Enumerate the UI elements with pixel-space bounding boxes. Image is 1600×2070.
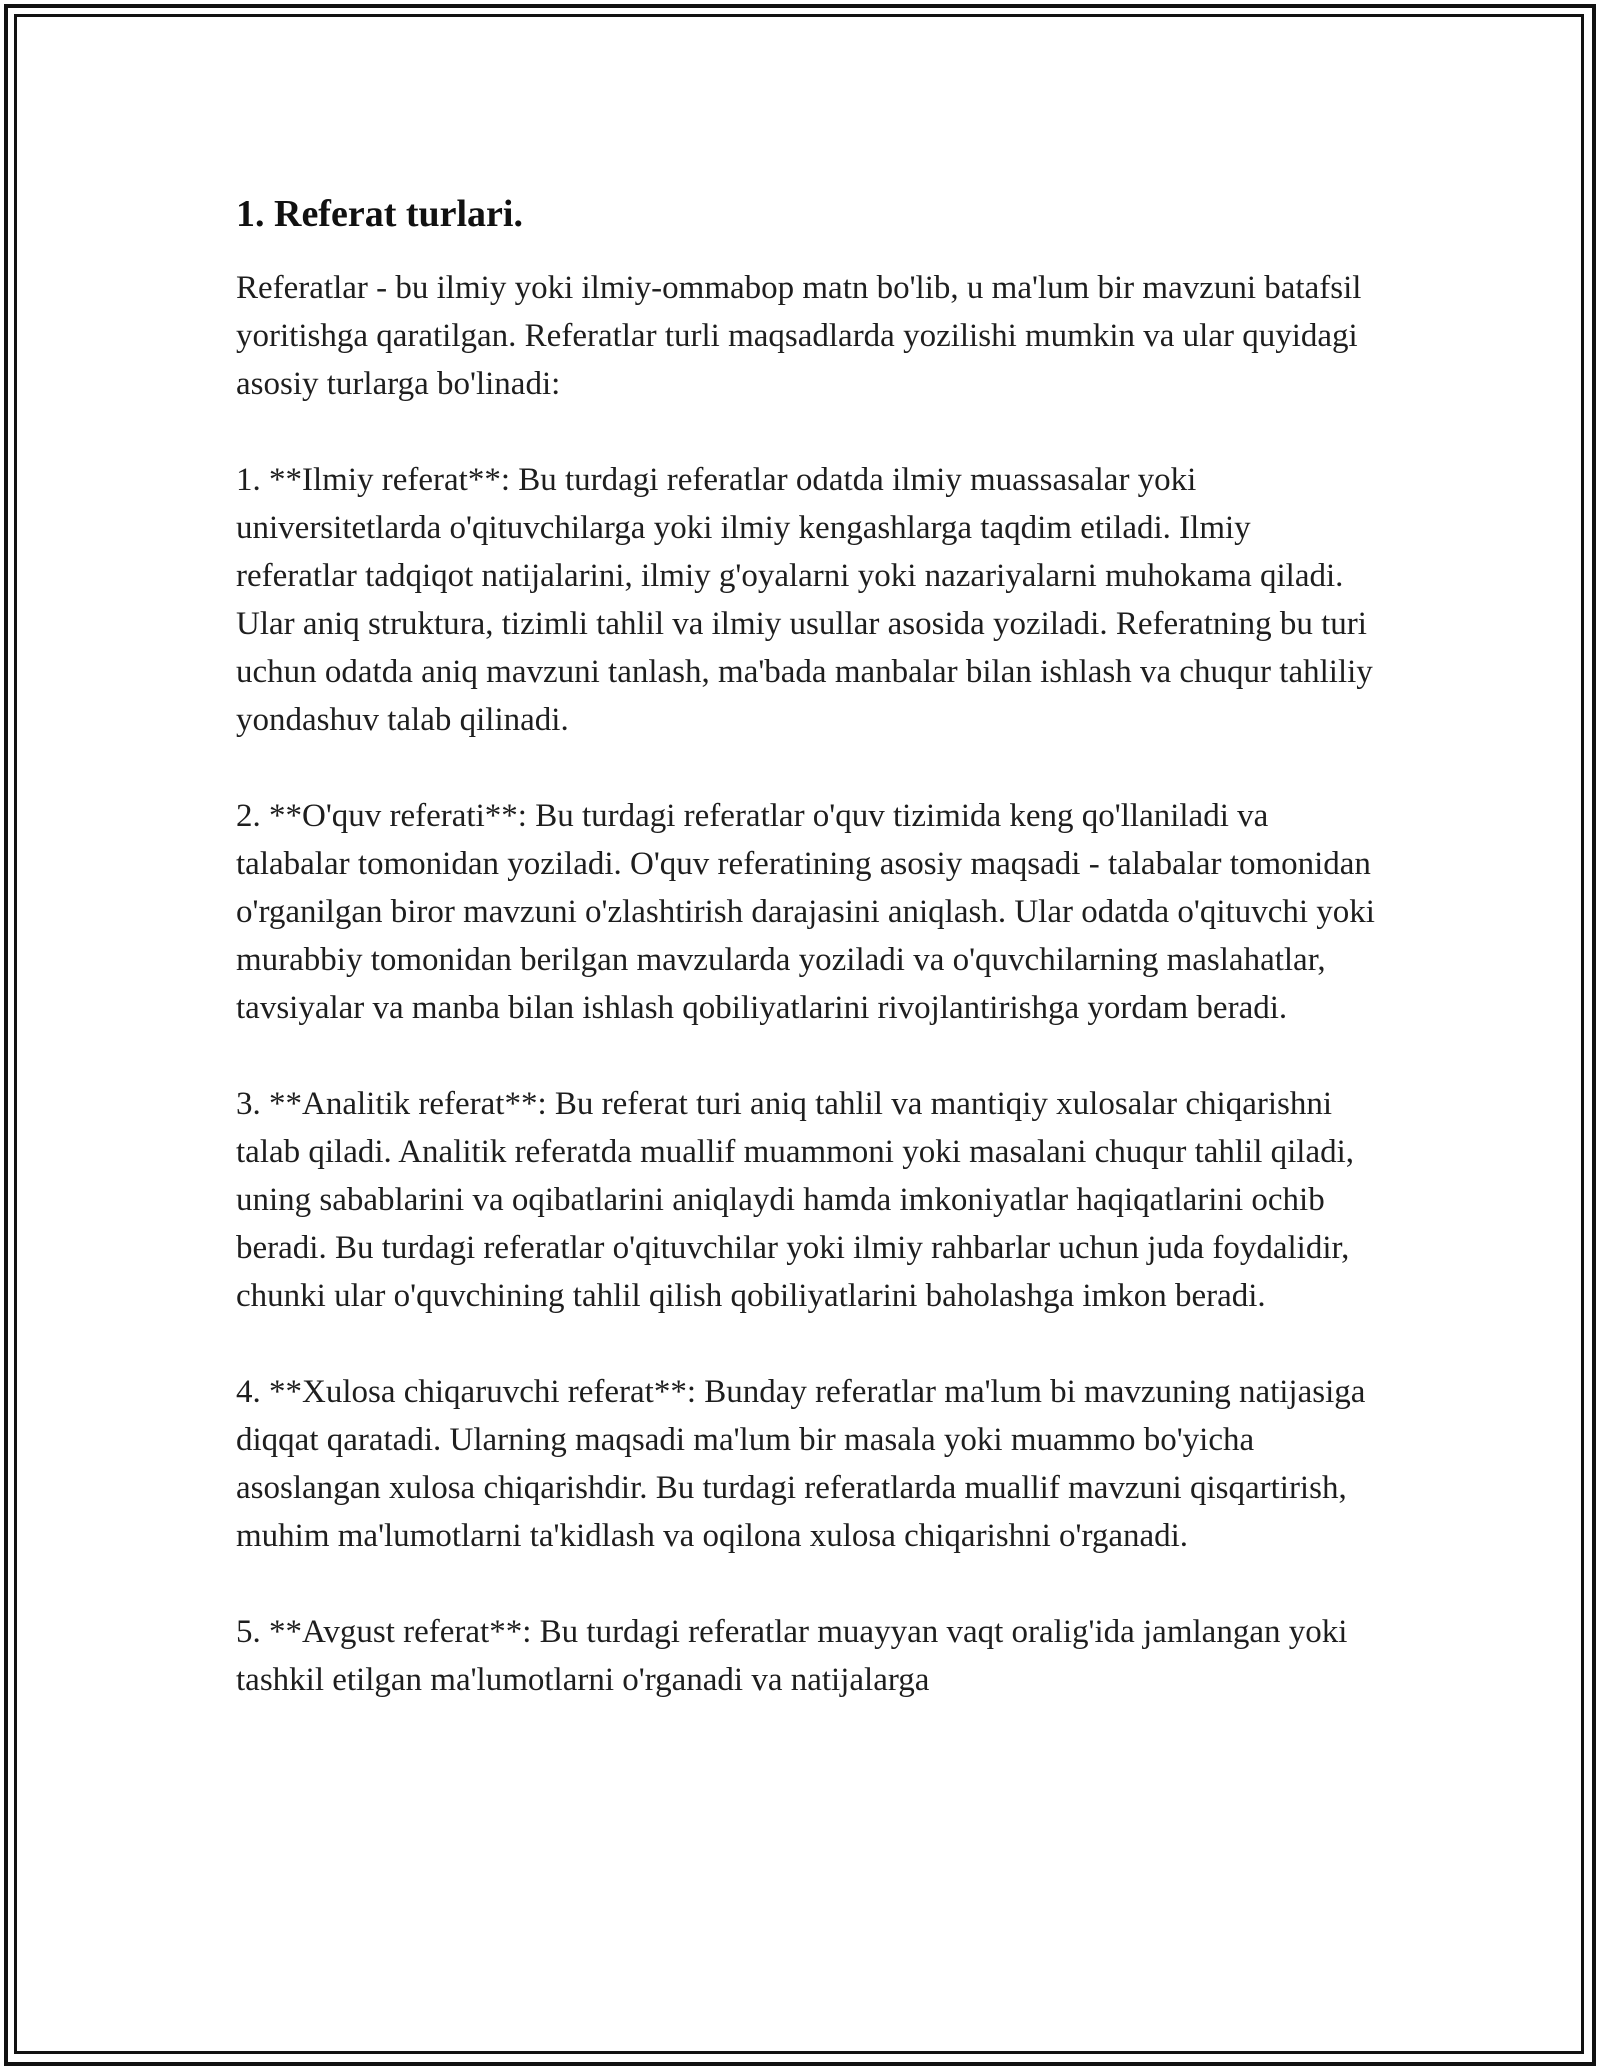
paragraph-avgust-referat: 5. **Avgust referat**: Bu turdagi referatlar muayyan vaqt oralig'ida jamlangan yoki tashkil etilgan ma'lumotlarni o'rganadi va natijalarga: [236, 1614, 1348, 1698]
intro-paragraph: Referatlar - bu ilmiy yoki ilmiy-ommabop matn bo'lib, u ma'lum bir mavzuni batafsil yoritishga qaratilgan. Referatlar turli maqsadlarda yozilishi mumkin va ular quyidagi asosiy turlarga bo'linadi:: [236, 270, 1362, 402]
paragraph-ilmiy-referat: 1. **Ilmiy referat**: Bu turdagi referatlar odatda ilmiy muassasalar yoki universitetlarda o'qituvchilarga yoki ilmiy kengashlarga taqdim etiladi. Ilmiy referatlar tadqiqot natijalarini, ilmiy g'oyalarni yoki nazariyalarni muhokama qiladi. Ular aniq struktura, tizimli tahlil va ilmiy usullar asosida yoziladi. Referatning bu turi uchun odatda aniq mavzuni tanlash, ma'bada manbalar bilan ishlash va chuqur tahliliy yondashuv talab qilinadi.: [236, 462, 1373, 738]
paragraph-xulosa-referat: 4. **Xulosa chiqaruvchi referat**: Bunday referatlar ma'lum bi mavzuning natijasiga diqqat qaratadi. Ularning maqsadi ma'lum bir masala yoki muammo bo'yicha asoslangan xulosa chiqarishdir. Bu turdagi referatlarda muallif mavzuni qisqartirish, muhim ma'lumotlarni ta'kidlash va oqilona xulosa chiqarishni o'rganadi.: [236, 1374, 1366, 1554]
paragraph-analitik-referat: 3. **Analitik referat**: Bu referat turi aniq tahlil va mantiqiy xulosalar chiqarishni talab qiladi. Analitik referatda muallif muammoni yoki masalani chuqur tahlil qiladi, uning sabablarini va oqibatlarini aniqlaydi hamda imkoniyatlar haqiqatlarini ochib beradi. Bu turdagi referatlar o'qituvchilar yoki ilmiy rahbarlar uchun juda foydalidir, chunki ular o'quvchining tahlil qilish qobiliyatlarini baholashga imkon beradi.: [236, 1086, 1355, 1314]
document-title: 1. Referat turlari.: [236, 193, 523, 235]
paragraph-oquv-referati: 2. **O'quv referati**: Bu turdagi referatlar o'quv tizimida keng qo'llaniladi va talabalar tomonidan yoziladi. O'quv referatining asosiy maqsadi - talabalar tomonidan o'rganilgan biror mavzuni o'zlashtirish darajasini aniqlash. Ular odatda o'qituvchi yoki murabbiy tomonidan berilgan mavzularda yoziladi va o'quvchilarning maslahatlar, tavsiyalar va manba bilan ishlash qobiliyatlarini rivojlantirishga yordam beradi.: [236, 798, 1375, 1026]
document-body: [236, 190, 1376, 1704]
